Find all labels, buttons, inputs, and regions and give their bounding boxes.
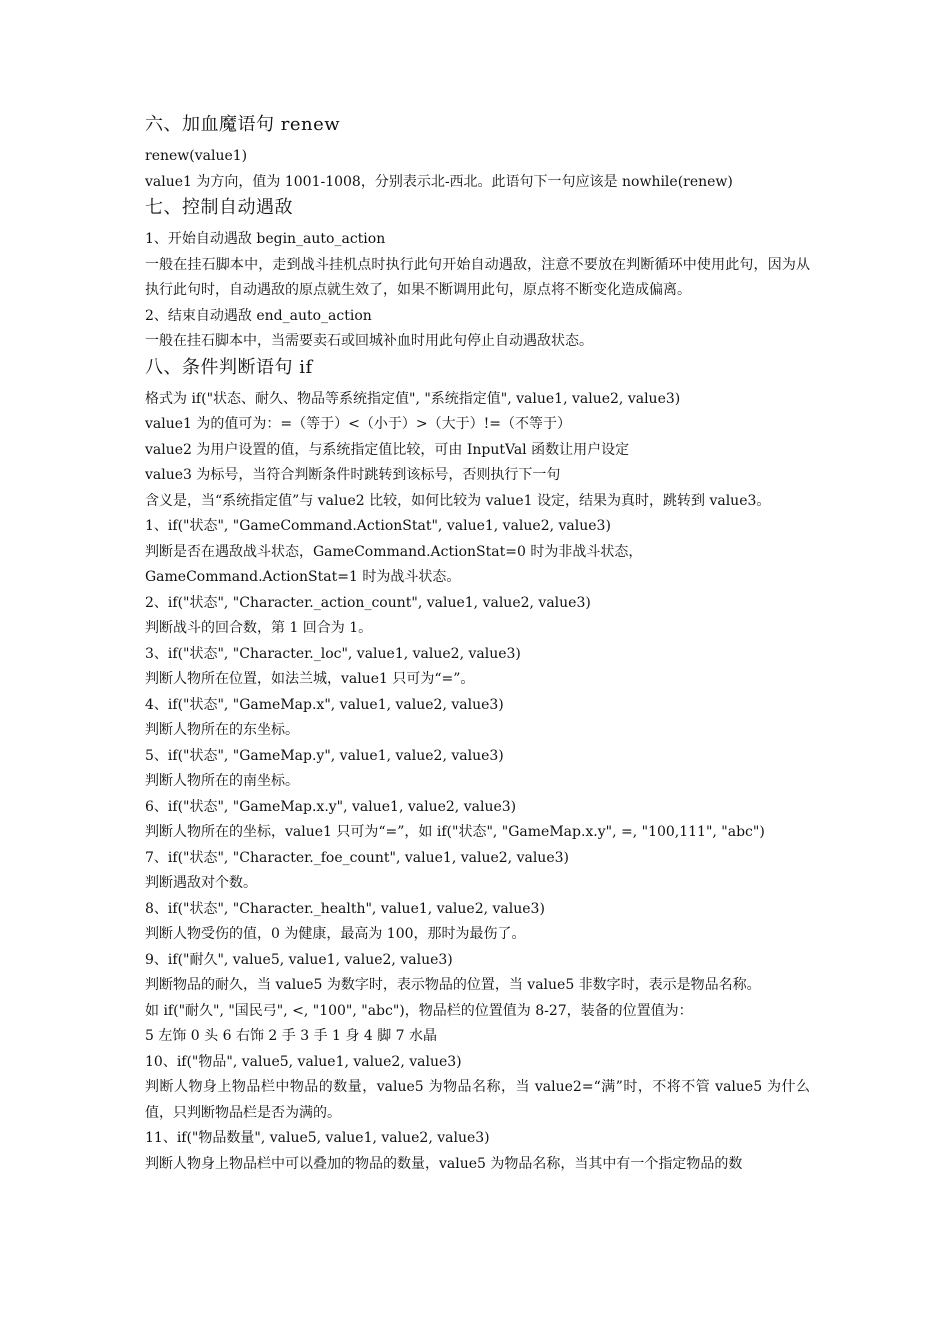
text-line: 4、if("状态", "GameMap.x", value1, value2, value3) [145,696,504,713]
text-line: 含义是，当“系统指定值”与 value2 比较，如何比较为 value1 设定，结果为真时，跳转到 value3。 [145,492,771,509]
text-line: 一般在挂石脚本中，当需要卖石或回城补血时用此句停止自动遇敌状态。 [145,333,593,349]
text-line: 1、if("状态", "GameCommand.ActionStat", value1, value2, value3) [145,518,611,534]
text-line: 判断人物所在的东坐标。 [145,722,299,738]
text-line: 判断人物身上物品栏中可以叠加的物品的数量，value5 为物品名称，当其中有一个指定物品的数 [145,1155,743,1172]
text-line: 判断遇敌对个数。 [145,875,257,891]
text-paragraph: 一般在挂石脚本中，走到战斗挂机点时执行此句开始自动遇敌，注意不要放在判断循环中使用此句，因为从执行此句时，自动遇敌的原点就生效了，如果不断调用此句，原点将不断变化造成偏离。 [145,256,810,298]
document-body [145,112,810,1177]
text-line: 2、结束自动遇敌 end_auto_action [145,307,372,324]
text-line: value3 为标号，当符合判断条件时跳转到该标号，否则执行下一句 [145,467,561,483]
text-line: 如 if("耐久", "国民弓", <, "100", "abc")，物品栏的位置值为 8-27，装备的位置值为： [145,1002,693,1019]
text-line: 格式为 if("状态、耐久、物品等系统指定值", "系统指定值", value1, value2, value3) [145,390,681,407]
text-line: 判断人物受伤的值，0 为健康，最高为 100，那时为最伤了。 [145,926,526,942]
text-line: value1 为的值可为：=（等于）<（小于）>（大于）!=（不等于） [145,416,571,432]
text-line: renew(value1) [145,148,248,164]
text-line: 判断是否在遇敌战斗状态，GameCommand.ActionStat=0 时为非战斗状态， [145,543,643,560]
text-line: 5 左饰 0 头 6 右饰 2 手 3 手 1 身 4 脚 7 水晶 [145,1028,438,1044]
text-line: 3、if("状态", "Character._loc", value1, value2, value3) [145,645,521,662]
text-line: value2 为用户设置的值，与系统指定值比较，可由 InputVal 函数让用户设定 [145,441,630,458]
text-line: value1 为方向，值为 1001-1008，分别表示北-西北。此语句下一句应该是 nowhile(renew) [145,173,733,190]
text-line: 判断人物所在的南坐标。 [145,773,299,789]
text-line: 11、if("物品数量", value5, value1, value2, value3) [145,1130,490,1146]
text-line: 9、if("耐久", value5, value1, value2, value3) [145,951,453,968]
section-heading-if: 八、条件判断语句 if [145,356,313,378]
text-line: 判断物品的耐久，当 value5 为数字时，表示物品的位置，当 value5 非数字时，表示是物品名称。 [145,977,761,993]
text-paragraph: 判断人物身上物品栏中物品的数量，value5 为物品名称，当 value2=“满”时，不将不管 value5 为什么值，只判断物品栏是否为满的。 [145,1079,810,1121]
text-line: 判断人物所在位置，如法兰城，value1 只可为“=”。 [145,671,475,687]
text-line: 7、if("状态", "Character._foe_count", value1, value2, value3) [145,849,569,866]
text-line: 2、if("状态", "Character._action_count", value1, value2, value3) [145,594,591,611]
section-heading-auto-action: 七、控制自动遇敌 [145,197,293,218]
text-line: 1、开始自动遇敌 begin_auto_action [145,231,386,247]
text-line: 10、if("物品", value5, value1, value2, value3) [145,1053,462,1070]
text-line: 判断人物所在的坐标，value1 只可为“=”，如 if("状态", "GameMap.x.y", =, "100,111", "abc") [145,824,765,840]
section-heading-renew: 六、加血魔语句 renew [145,114,341,135]
text-line: 8、if("状态", "Character._health", value1, value2, value3) [145,900,545,917]
text-line: 6、if("状态", "GameMap.x.y", value1, value2, value3) [145,798,517,815]
text-line: 判断战斗的回合数，第 1 回合为 1。 [145,620,373,636]
text-line: GameCommand.ActionStat=1 时为战斗状态。 [145,569,461,585]
text-line: 5、if("状态", "GameMap.y", value1, value2, value3) [145,747,504,764]
